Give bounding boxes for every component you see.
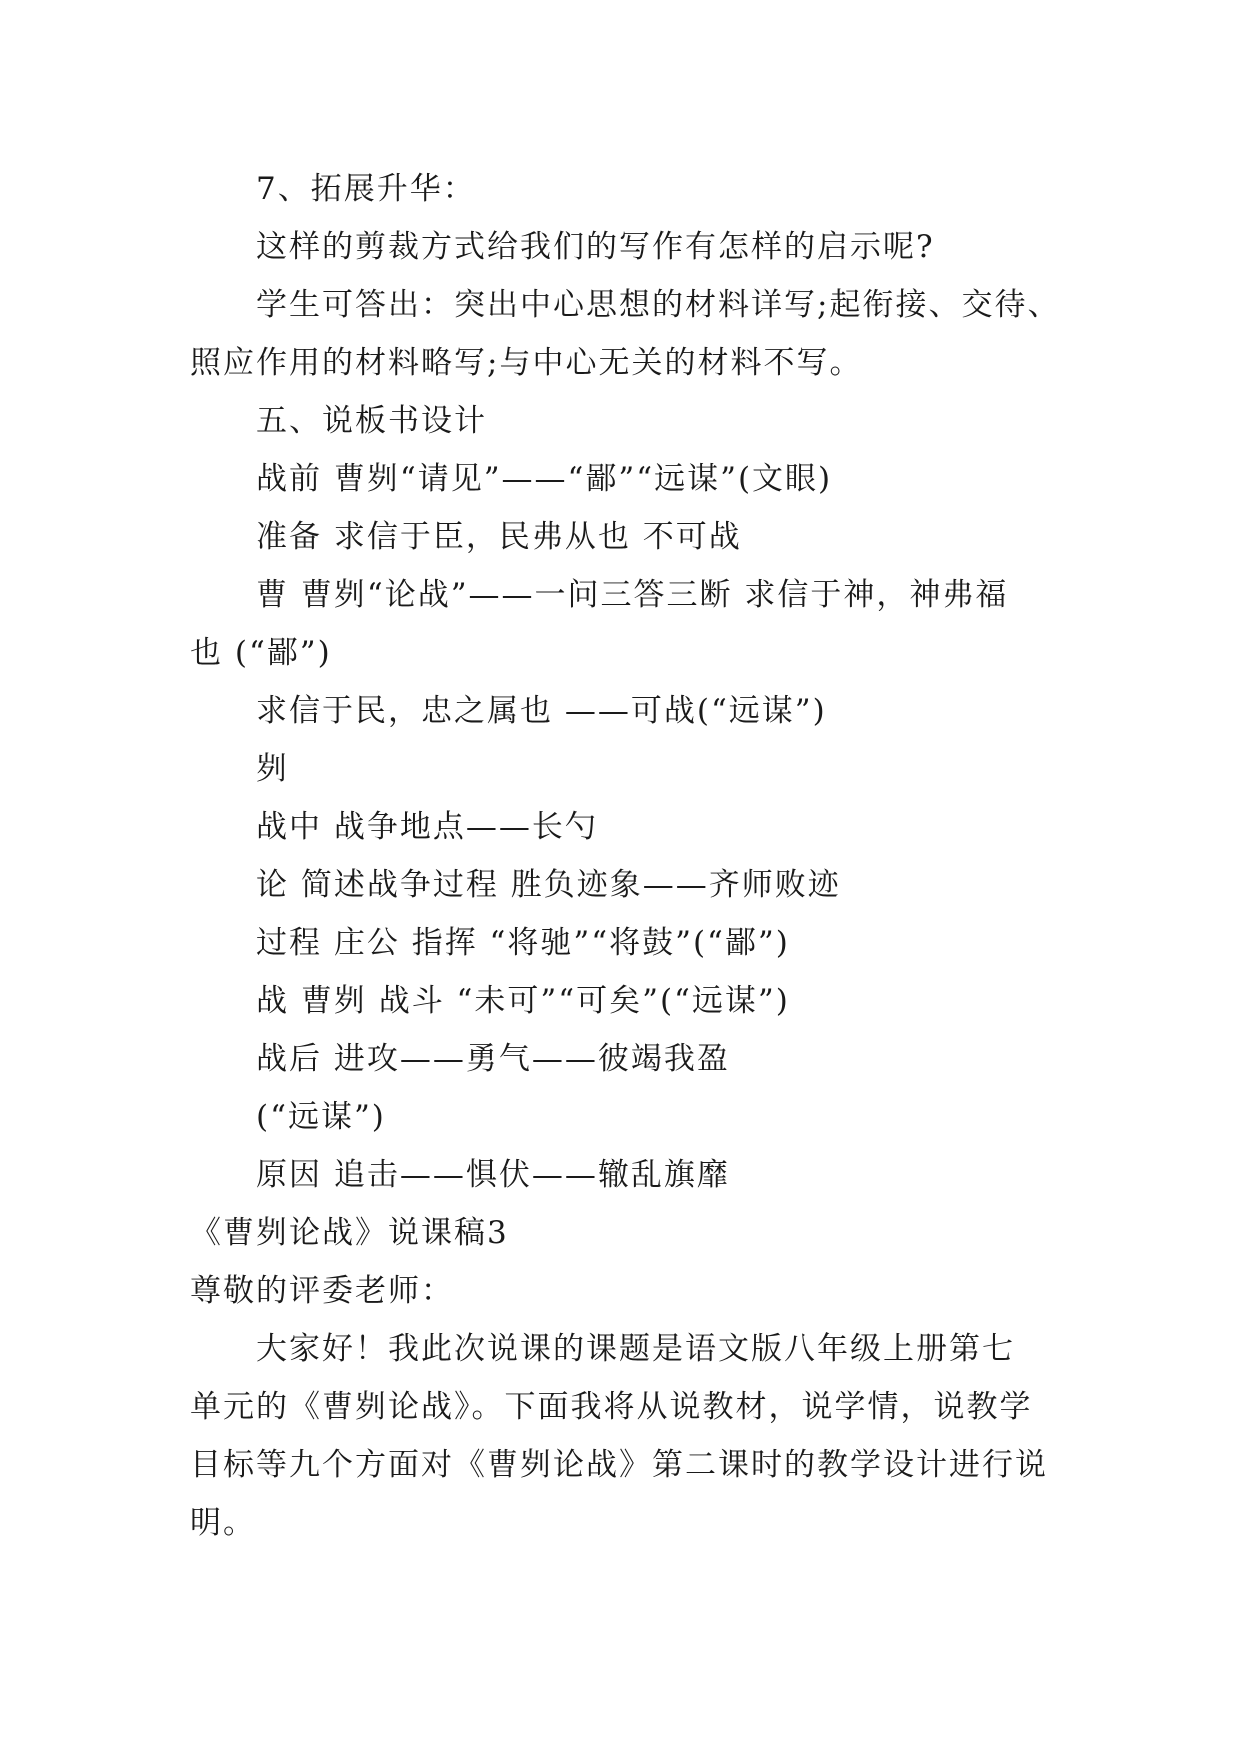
text-line: 五、说板书设计 [256, 403, 487, 439]
text-line: 过程 庄公 指挥 “将驰”“将鼓”(“鄙”) [256, 925, 790, 961]
text-line: (“远谋”) [256, 1099, 386, 1135]
text-line: 求信于民，忠之属也 ——可战(“远谋”) [256, 693, 827, 729]
text-line: 原因 追击——惧伏——辙乱旗靡 [256, 1157, 730, 1193]
text-line: 学生可答出：突出中心思想的材料详写;起衔接、交待、 [256, 287, 1061, 323]
section-title: 《曹刿论战》说课稿3 [190, 1215, 509, 1251]
text-line: 也 (“鄙”) [190, 635, 332, 671]
text-line: 目标等九个方面对《曹刿论战》第二课时的教学设计进行说 [190, 1447, 1048, 1483]
text-line: 战中 战争地点——长勺 [256, 809, 598, 845]
text-line: 这样的剪裁方式给我们的写作有怎样的启示呢? [256, 229, 935, 265]
text-line: 照应作用的材料略写;与中心无关的材料不写。 [190, 345, 863, 381]
text-line: 准备 求信于臣，民弗从也 不可战 [256, 519, 742, 555]
text-line: 战后 进攻——勇气——彼竭我盈 [256, 1041, 730, 1077]
text-line: 大家好！我此次说课的课题是语文版八年级上册第七 [256, 1331, 1015, 1367]
text-line: 7、拓展升华： [256, 171, 476, 207]
salutation: 尊敬的评委老师： [190, 1273, 454, 1309]
text-line: 刿 [256, 751, 289, 787]
text-line: 论 简述战争过程 胜负迹象——齐师败迹 [256, 867, 841, 903]
text-line: 战前 曹刿“请见”——“鄙”“远谋”(文眼) [256, 461, 833, 497]
text-line: 明。 [190, 1505, 256, 1541]
text-line: 战 曹刿 战斗 “未可”“可矣”(“远谋”) [256, 983, 790, 1019]
text-line: 单元的《曹刿论战》。下面我将从说教材，说学情，说教学 [190, 1389, 1033, 1425]
text-line: 曹 曹刿“论战”——一问三答三断 求信于神，神弗福 [256, 577, 1009, 613]
